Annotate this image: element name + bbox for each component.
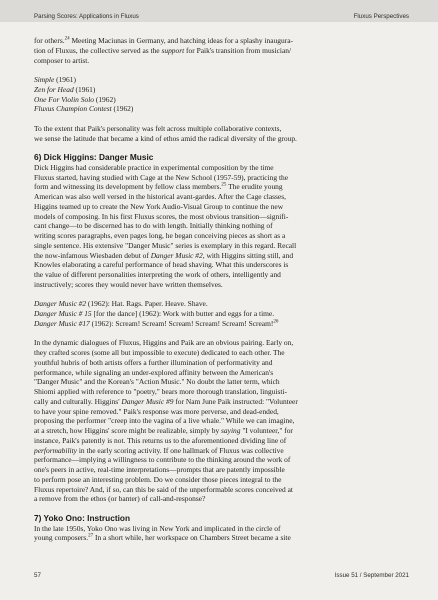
text-span: for others. — [34, 36, 65, 45]
text-line: the now-infamous Wiesbaden debut of — [34, 250, 151, 260]
text-line: performance, while signaling an under-explored affinity between the American's — [34, 367, 274, 377]
score-title: Danger Music # 15 — [34, 309, 92, 318]
text-line: instance, Paik's patently is not. This returns us to the aforementioned dividing line of — [34, 435, 287, 445]
work-year: (1961) — [54, 75, 76, 84]
work-title: Simple — [34, 75, 55, 84]
text-line: models of composing. In his first Fluxus scores, the most obvious transition—signifi- — [34, 211, 289, 221]
paragraph-2 — [34, 124, 406, 144]
list-item — [34, 85, 406, 95]
page-number: 57 — [34, 572, 41, 579]
work-title: One For Violin Solo — [34, 94, 94, 104]
score-text: [for the dance] (1962): Work with butter and eggs for a time. — [91, 309, 275, 318]
work-title: Danger Music #9 — [121, 396, 174, 406]
score-text: (1962): Scream! Scream! Scream! Scream! Scream! Scream! — [89, 318, 274, 328]
text-line: proposing the performer "creep into the vagina of a live whale." While we can imagine, — [34, 416, 295, 426]
score-text: (1962): Hat. Rags. Paper. Heave. Shave. — [86, 299, 208, 309]
score-title: Danger Music #17 — [34, 318, 90, 328]
text-line: cant change—to be discerned has to do with length. Initially thinking nothing of — [34, 221, 273, 231]
text-span: in the early scoring activity. If one hallmark of Fluxus was collective — [76, 445, 284, 455]
score-title: Danger Music #2 — [34, 299, 87, 309]
paragraph-ono — [34, 524, 406, 544]
list-item — [34, 95, 406, 105]
section-heading-higgins: 6) Dick Higgins: Danger Music — [34, 152, 154, 162]
issue-label: Issue 51 / September 2021 — [334, 572, 409, 579]
footnote-ref: 25 — [221, 182, 227, 188]
text-line: a remove from the ethos (or banter) of call-and-response? — [34, 494, 206, 504]
text-line: Shiomi applied with reference to "poetry," bears more thorough translation, linguisti- — [34, 387, 288, 396]
text-line: "Danger Music" and the Korean's "Action Music." No doubt the latter term, which — [34, 377, 280, 387]
text-line: To the extent that Paik's personality was felt across multiple collaborative contexts, — [34, 123, 282, 133]
list-item — [34, 104, 406, 114]
text-span: Meeting Maciunas in Germany, and hatching ideas for a splashy inaugura- — [69, 36, 293, 45]
paragraph-dialogues — [34, 338, 406, 504]
footnote-ref: 24 — [64, 36, 70, 42]
text-line: Fluxus started, having studied with Cage at the New School (1957-59), practicing the — [34, 172, 289, 182]
work-title: Zen for Head — [34, 84, 74, 94]
text-line: we sense the latitude that became a kind of ethos amid the radical diversity of the group. — [34, 133, 297, 143]
text-span: , with Higgins sitting still, and — [202, 250, 294, 260]
text-line: Knowles elaborating a careful performance of head shaving. What this underscores is — [34, 260, 289, 270]
text-line: writing scores paragraphs, even pages long, he began conceiving pieces as short as a — [34, 231, 286, 240]
footnote-ref: 26 — [273, 319, 279, 325]
work-year: (1962) — [93, 94, 116, 104]
text-line: single sentence. His extensive "Danger Music" series is exemplary in this regard. Recall — [34, 240, 297, 250]
text-line: In the late 1950s, Yoko Ono was living in New York and implicated in the circle of — [34, 523, 281, 533]
text-line: form and witnessing its development by fellow class members. — [34, 182, 222, 192]
article-body — [34, 36, 406, 543]
text-span: for Nam June Paik instructed: "Volunteer — [173, 396, 298, 406]
score-item — [34, 309, 406, 319]
paik-works-list — [34, 75, 406, 114]
text-line: instructively; scores they would never have written themselves. — [34, 279, 223, 289]
text-line: they crafted scores (some all but impossible to execute) dedicated to each other. The — [34, 348, 285, 357]
score-item — [34, 319, 406, 329]
footnote-ref: 27 — [88, 533, 94, 539]
work-year: (1961) — [73, 84, 96, 94]
paragraph-higgins — [34, 163, 406, 290]
text-line: Higgins teamed up to create the New York Audio-Visual Group to continue the new — [34, 201, 284, 211]
text-line: the value of different personalities interpreting the work of others, intelligently and — [34, 270, 281, 279]
text-line: performance—implying a willingness to contribute to the thinking around the work of — [34, 455, 291, 465]
running-head-right: Fluxus Perspectives — [353, 13, 409, 20]
text-span: In a short while, her workspace on Chambers Street became a site — [93, 533, 291, 543]
text-span: young composers. — [34, 533, 89, 543]
text-line: cally and culturally. Higgins' — [34, 396, 122, 406]
text-span: composer to artist. — [34, 55, 90, 65]
emphasis: saying — [221, 426, 241, 435]
text-line: American was also well versed in the historical avant-gardes. After the Cage classes, — [34, 192, 286, 201]
emphasis: performability — [34, 445, 77, 455]
text-line: one's peers in active, real-time interpretations—prompts that are patently impossible — [34, 465, 285, 474]
text-line: youthful hubris of both artists offers a further illumination of performativity and — [34, 357, 273, 367]
danger-music-scores — [34, 299, 406, 328]
list-item — [34, 75, 406, 85]
text-line: In the dynamic dialogues of Fluxus, Higgins and Paik are an obvious pairing. Early on, — [34, 338, 294, 348]
text-span: The erudite young — [226, 182, 283, 192]
running-head-left: Parsing Scores: Applications in Fluxus — [34, 13, 139, 20]
text-line: at a stretch, how Higgins' score might be realizable, simply by — [34, 426, 222, 435]
score-item — [34, 299, 406, 309]
text-line: to have your spine removed." Paik's response was more perverse, and dead-ended, — [34, 406, 279, 416]
paragraph-intro — [34, 36, 406, 65]
text-span: "I volunteer," for — [240, 426, 293, 435]
text-span: tion of Fluxus, the collective served as the — [34, 45, 162, 55]
section-heading-ono: 7) Yoko Ono: Instruction — [34, 512, 131, 523]
text-span: for Paik's transition from musician/ — [184, 45, 292, 55]
text-line: Dick Higgins had considerable practice in experimental composition by the time — [34, 162, 274, 172]
text-line: Fluxus repertoire? And, if so, can this be said of the unperformable scores conceived at — [34, 484, 293, 494]
work-title: Danger Music #2 — [150, 250, 203, 260]
work-title: Fluxus Champion Contest — [34, 104, 112, 114]
work-year: (1962) — [111, 104, 134, 114]
emphasis: support — [161, 45, 185, 55]
text-line: to perform pose an interesting problem. Do we consider those pieces integral to the — [34, 474, 282, 484]
